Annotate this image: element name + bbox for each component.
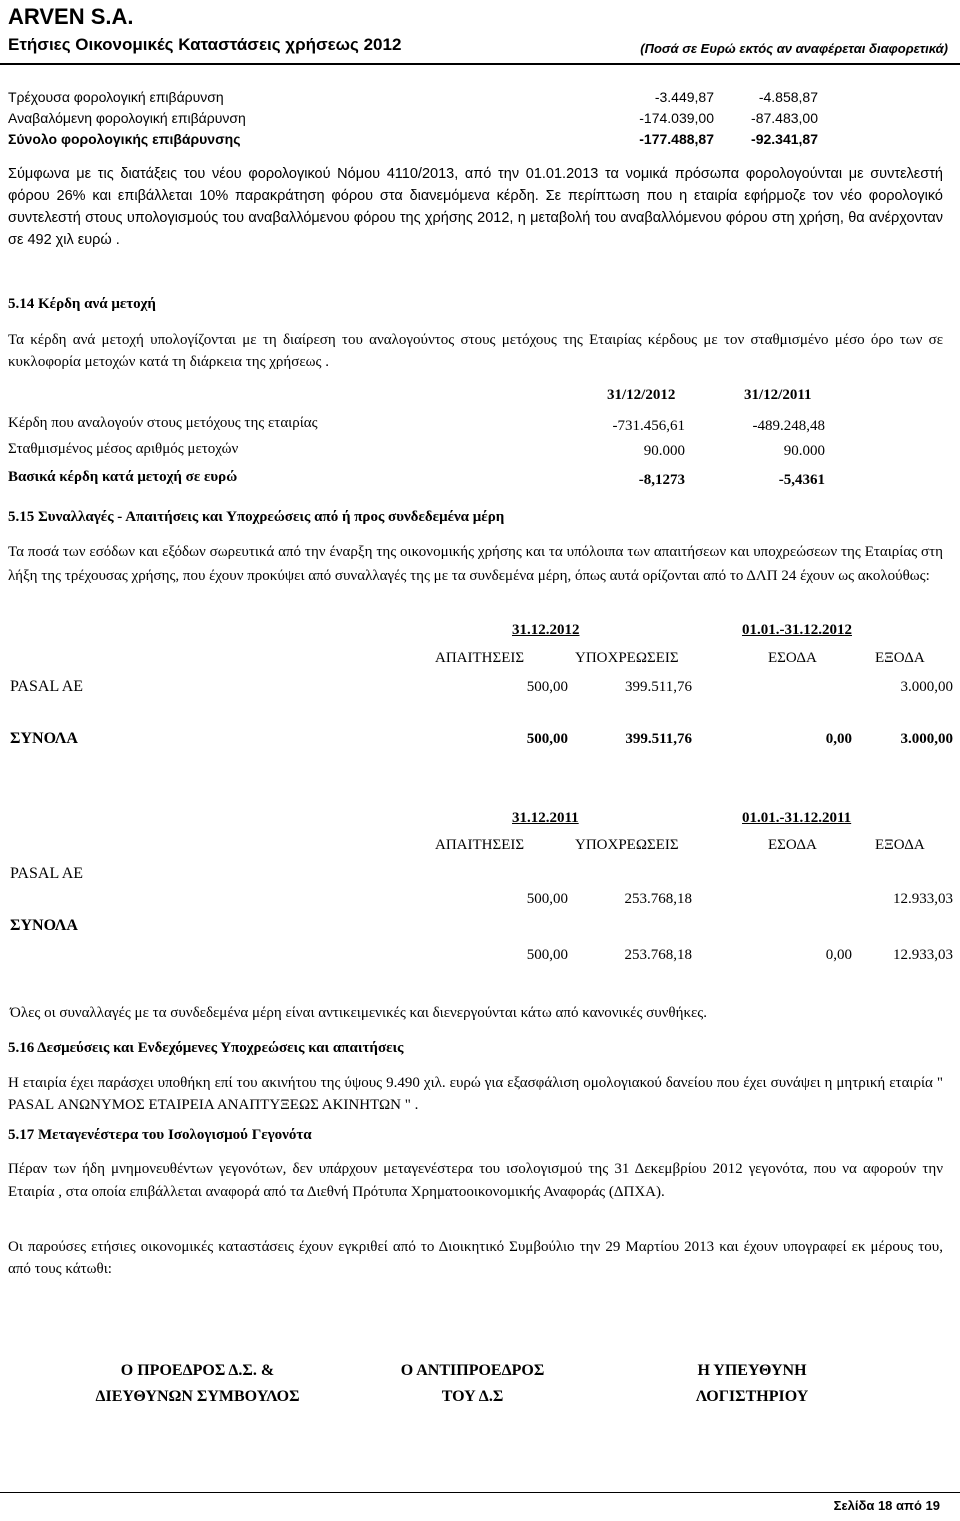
signature-title: Ο ΠΡΟΕΔΡΟΣ Δ.Σ. & [120,1362,275,1379]
section-5-14-heading: 5.14 Κέρδη ανά μετοχή [8,296,156,312]
tax-row-label: Αναβαλόμενη φορολογική επιβάρυνση [8,110,246,126]
t2-party-receivables: 500,00 [526,891,568,907]
section-5-16-heading: 5.16 Δεσμεύσεις και Ενδεχόμενες Υποχρεώσεις και απαιτήσεις [8,1040,404,1056]
t2-total-receivables: 500,00 [526,947,568,963]
t1-col-income: ΕΣΟΔΑ [768,650,817,666]
eps-row-value-2011: -489.248,48 [752,418,825,434]
t1-total-expenses: 3.000,00 [900,731,953,747]
related-paragraph: Τα ποσά των εσόδων και εξόδων σωρευτικά από την έναρξη της οικονομικής χρήσης και τα υπόλοιπα των απαιτήσεων και υποχρεώσεων της Εταιρίας στη λήξη της τρέχουσας χρήσης, που έχουν προκύψει από συναλλαγές της με τα συνδεμένα μέρη, όπως αυτά ορίζονται από το ΔΛΠ 24 έχουν ως ακολούθως: [8,544,943,584]
t2-total-income: 0,00 [825,947,852,963]
t1-col-receivables: ΑΠΑΙΤΗΣΕΙΣ [435,650,525,666]
t1-total-income: 0,00 [825,731,852,747]
t1-total-payables: 399.511,76 [625,731,692,747]
eps-row-value-2011: 90.000 [783,443,825,459]
tax-row-value-2012: -3.449,87 [654,89,714,105]
t2-period: 01.01.-31.12.2011 [742,810,852,826]
tax-total-label: Σύνολο φορολογικής επιβάρυνσης [8,131,241,147]
eps-basic-2012: -8,1273 [638,472,685,488]
eps-col-2011: 31/12/2011 [744,387,812,403]
eps-basic-label: Βασικά κέρδη κατά μετοχή σε ευρώ [8,469,238,485]
tax-row-value-2011: -4.858,87 [758,89,818,105]
t2-total-payables: 253.768,18 [624,947,692,963]
signature-ceo [70,1358,325,1410]
eps-row-value-2012: 90.000 [643,443,685,459]
t2-col-income: ΕΣΟΔΑ [768,837,817,853]
eps-col-2012: 31/12/2012 [607,387,676,403]
tax-row-label: Τρέχουσα φορολογική επιβάρυνση [8,89,224,105]
t1-col-expenses: ΕΞΟΔΑ [875,650,925,666]
commitments-paragraph: Η εταιρία έχει παράσχει υποθήκη επί του ακινήτου της ύψους 9.490 χιλ. ευρώ για εξασφάλιση ομολογιακού δανείου που έχει συνάψει η μητρική εταιρία " PASAL ΑΝΩΝΥΜΟΣ ΕΤΑΙΡΕΙΑ ΑΝΑΠΤΥΞΕΩΣ ΑΚΙΝΗΤΩΝ " . [8,1075,943,1113]
t1-col-payables: ΥΠΟΧΡΕΩΣΕΙΣ [575,650,679,666]
t1-party-name: PASAL AE [10,678,84,695]
t1-party-receivables: 500,00 [526,679,568,695]
header-divider [0,63,960,65]
signature-title: ΔΙΕΥΘΥΝΩΝ ΣΥΜΒΟΥΛΟΣ [95,1388,300,1405]
tax-row-value-2012: -174.039,00 [639,110,714,126]
section-5-15-heading: 5.15 Συναλλαγές - Απαιτήσεις και Υποχρεώσεις από ή προς συνδεδεμένα μέρη [8,509,505,525]
section-5-17-heading: 5.17 Μεταγενέστερα του Ισολογισμού Γεγονότα [8,1127,312,1143]
signature-accountant [672,1358,832,1410]
currency-note: (Ποσά σε Ευρώ εκτός αν αναφέρεται διαφορετικά) [640,41,948,56]
report-title: Ετήσιες Οικονομικές Καταστάσεις χρήσεως 2012 [8,35,402,54]
t2-col-receivables: ΑΠΑΙΤΗΣΕΙΣ [435,837,525,853]
tax-total-2012: -177.488,87 [639,131,714,147]
footer-divider [0,1492,960,1493]
signature-title: Ο ΑΝΤΙΠΡΟΕΔΡΟΣ [400,1362,545,1379]
t2-balance-date: 31.12.2011 [512,810,579,826]
eps-basic-2011: -5,4361 [778,472,825,488]
t1-balance-date: 31.12.2012 [512,622,580,638]
eps-row-label: Σταθμισμένος μέσος αριθμός μετοχών [8,441,239,457]
t2-col-payables: ΥΠΟΧΡΕΩΣΕΙΣ [575,837,679,853]
tax-total-2011: -92.341,87 [751,131,818,147]
page-number: Σελίδα 18 από 19 [833,1498,940,1513]
tax-row-value-2011: -87.483,00 [751,110,818,126]
t2-party-name: PASAL AE [10,865,84,882]
approval-paragraph: Οι παρούσες ετήσιες οικονομικές καταστάσεις έχουν εγκριθεί από το Διοικητικό Συμβούλιο την 29 Μαρτίου 2013 και έχουν υπογραφεί εκ μέρους του, από τους κάτωθι: [8,1239,943,1277]
t2-party-expenses: 12.933,03 [893,891,953,907]
signature-title: ΤΟΥ Δ.Σ [441,1388,504,1405]
tax-rate-paragraph: Σύμφωνα με τις διατάξεις του νέου φορολογικού Νόμου 4110/2013, από την 01.01.2013 τα νομικά πρόσωπα φορολογούνται με συντελεστή φόρου 26% και επιβάλλεται 10% παρακράτηση φόρου στα διανεμόμενα κέρδη. Σε περίπτωση που η εταιρία εφήρμοζε τον νέο φορολογικό συντελεστή στους υπολογισμούς του αναβαλλόμενου φόρου της χρήσης 2012, η μεταβολή του αναβαλλόμενου φόρου στη χρήση, θα ανέρχονταν σε 492 χιλ ευρώ . [8,166,943,248]
t1-party-payables: 399.511,76 [625,679,692,695]
t1-total-receivables: 500,00 [526,731,568,747]
t2-col-expenses: ΕΞΟΔΑ [875,837,925,853]
t2-total-expenses: 12.933,03 [893,947,953,963]
t1-period: 01.01.-31.12.2012 [742,622,852,638]
t2-total-label: ΣΥΝΟΛΑ [10,917,78,934]
related-arms-length-note: Όλες οι συναλλαγές με τα συνδεδεμένα μέρη είναι αντικειμενικές και διενεργούνται κάτω από κανονικές συνθήκες. [10,1005,708,1021]
signature-title: ΛΟΓΙΣΤΗΡΙΟΥ [695,1388,809,1405]
t1-party-expenses: 3.000,00 [900,679,953,695]
events-paragraph: Πέραν των ήδη μνημονευθέντων γεγονότων, δεν υπάρχουν μεταγενέστερα του ισολογισμού της 31 Δεκεμβρίου 2012 γεγονότα, που να αφορούν την Εταιρία , στα οποία επιβάλλεται αναφορά από τα Διεθνή Πρότυπα Χρηματοοικονομικής Αναφοράς (ΔΠΧΑ). [8,1161,943,1200]
eps-paragraph: Τα κέρδη ανά μετοχή υπολογίζονται με τη διαίρεση του αναλογούντος στους μετόχους της Εταιρίας κέρδους με τον σταθμισμένο μέσο όρο των σε κυκλοφορία μετοχών κατά τη διάρκεια της χρήσεως . [8,332,943,370]
eps-row-value-2012: -731.456,61 [612,418,685,434]
t2-party-payables: 253.768,18 [624,891,692,907]
signature-title: Η ΥΠΕΥΘΥΝΗ [697,1362,807,1379]
eps-row-label: Κέρδη που αναλογούν στους μετόχους της εταιρίας [8,415,318,431]
company-name: ARVEN S.A. [8,4,134,29]
t1-total-label: ΣΥΝΟΛΑ [10,730,78,747]
signature-vice-chair [370,1358,575,1410]
